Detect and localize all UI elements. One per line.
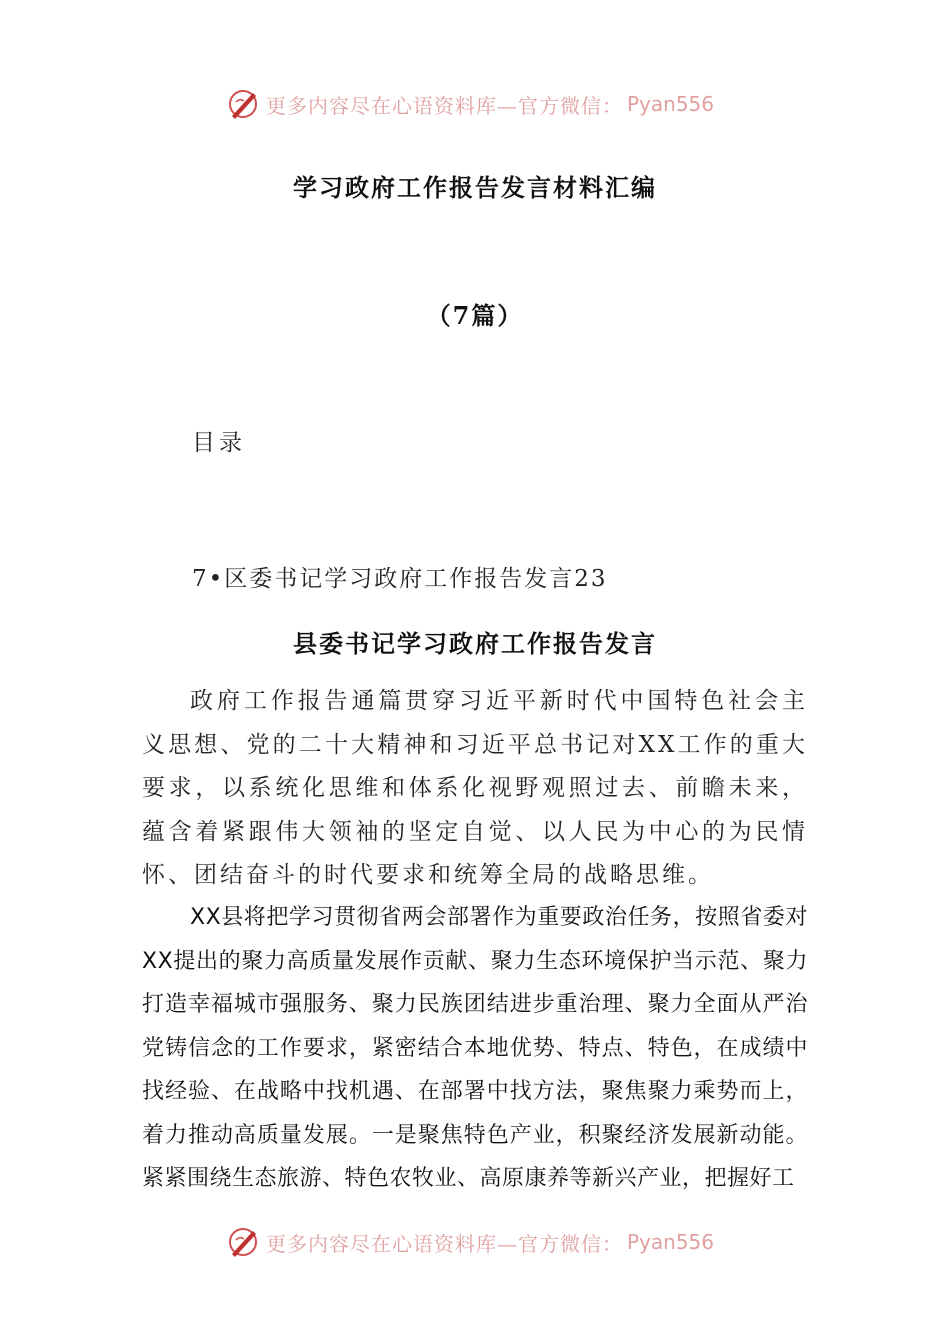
watermark-wechat-id: Pyan556 [627,1230,715,1254]
watermark-header [226,84,714,124]
section-title: 县委书记学习政府工作报告发言 [293,629,657,658]
toc-heading: 目录 [192,430,246,456]
body-paragraph: 政府工作报告通篇贯穿习近平新时代中国特色社会主义思想、党的二十大精神和习近平总书记对XX工作的重大要求，以系统化思维和体系化视野观照过去、前瞻未来，蕴含着紧跟伟大领袖的坚定自觉、以人民为中心的为民情怀、团结奋斗的时代要求和统筹全局的战略思维。 [142,688,808,888]
watermark-wechat-id: Pyan556 [627,92,715,116]
toc-item[interactable]: 7•区委书记学习政府工作报告发言23 [192,566,608,592]
watermark-text: 更多内容尽在心语资料库—官方微信： [266,1231,623,1256]
watermark-text: 更多内容尽在心语资料库—官方微信： [266,93,623,118]
pen-logo-icon [226,1224,262,1260]
watermark-footer [226,1222,714,1262]
pen-logo-icon [226,86,262,122]
document-title: 学习政府工作报告发言材料汇编 [293,173,657,202]
body-paragraph: XX县将把学习贯彻省两会部署作为重要政治任务，按照省委对XX提出的聚力高质量发展作贡献、聚力生态环境保护当示范、聚力打造幸福城市强服务、聚力民族团结进步重治理、聚力全面从严治党铸信念的工作要求，紧密结合本地优势、特点、特色，在成绩中找经验、在战略中找机遇、在部署中找方法，聚焦聚力乘势而上，着力推动高质量发展。一是聚焦特色产业，积聚经济发展新动能。紧紧围绕生态旅游、特色农牧业、高原康养等新兴产业，把握好工 [142,905,808,1191]
document-count: （7篇） [426,301,524,330]
